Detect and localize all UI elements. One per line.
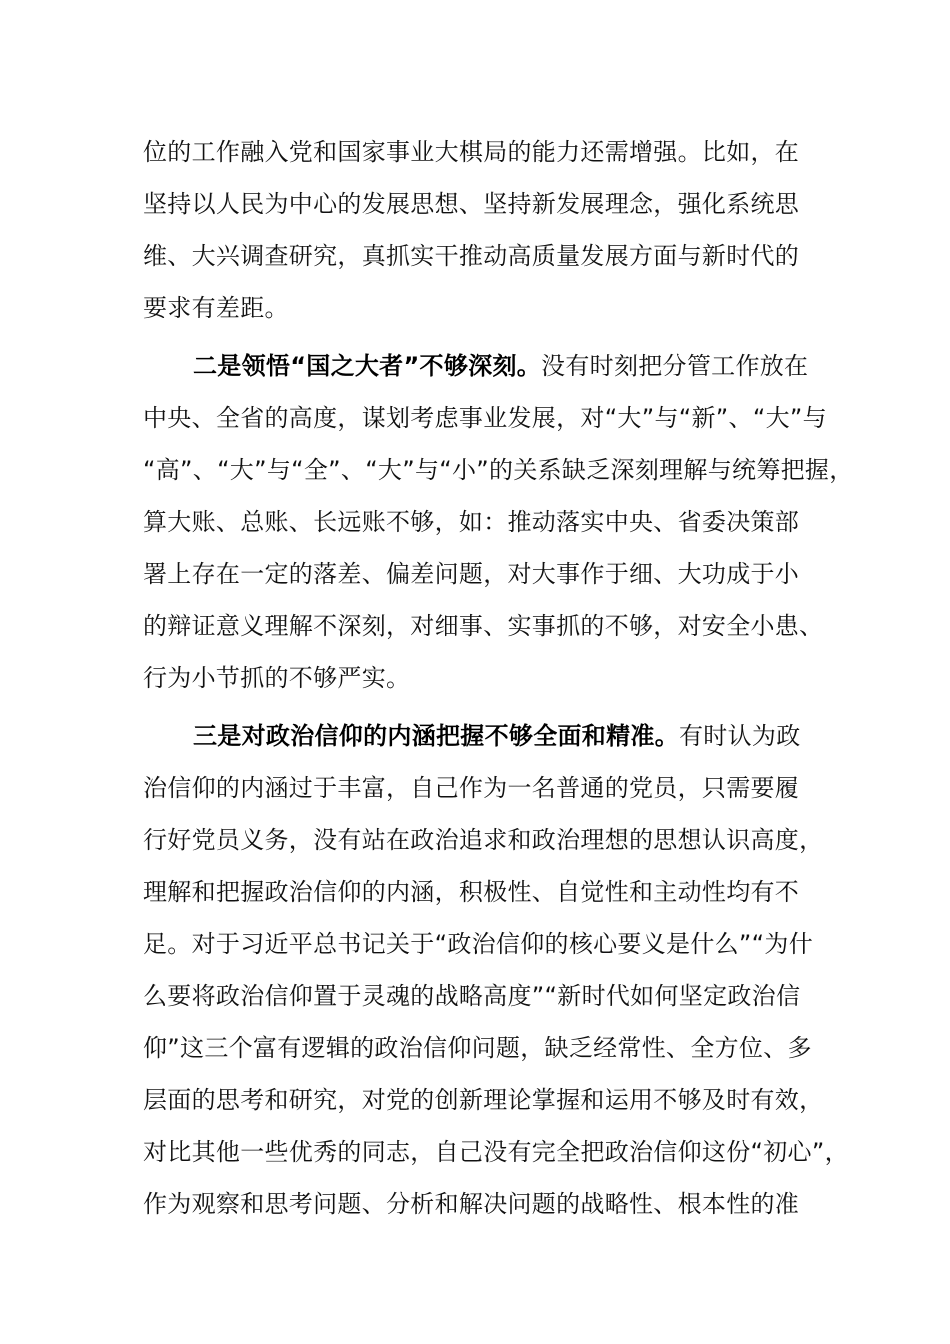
text-line: 对比其他一些优秀的同志，自己没有完全把政治信仰这份“初心”， xyxy=(143,1138,849,1166)
text-line xyxy=(143,340,833,392)
text-line: 坚持以人民为中心的发展思想、坚持新发展理念，强化系统思 xyxy=(143,190,800,218)
paragraph-3 xyxy=(143,710,849,1230)
text-line: 署上存在一定的落差、偏差问题，对大事作于细、大功成于小 xyxy=(143,560,800,588)
text-line: “高”、“大”与“全”、“大”与“小”的关系缺乏深刻理解与统筹把握， xyxy=(143,456,854,484)
text-line: 理解和把握政治信仰的内涵，积极性、自觉性和主动性均有不 xyxy=(143,878,800,906)
paragraph-2 xyxy=(143,340,854,704)
text-line: 算大账、总账、长远账不够，如：推动落实中央、省委决策部 xyxy=(143,508,800,536)
text-line: 治信仰的内涵过于丰富，自己作为一名普通的党员，只需要履 xyxy=(143,774,800,802)
text-line: 行好党员义务，没有站在政治追求和政治理想的思想认识高度， xyxy=(143,826,824,854)
text-line: 位的工作融入党和国家事业大棋局的能力还需增强。比如，在 xyxy=(143,138,800,166)
paragraph-heading: 三是对政治信仰的内涵把握不够全面和精准。 xyxy=(193,722,679,750)
text-line: 足。对于习近平总书记关于“政治信仰的核心要义是什么”“为什 xyxy=(143,930,813,958)
text-line: 中央、全省的高度，谋划考虑事业发展，对“大”与“新”、“大”与 xyxy=(143,404,827,432)
text-line: 的辩证意义理解不深刻，对细事、实事抓的不够，对安全小患、 xyxy=(143,612,824,640)
text-line: 维、大兴调查研究，真抓实干推动高质量发展方面与新时代的 xyxy=(143,242,800,270)
text-run: 没有时刻把分管工作放在 xyxy=(541,352,809,380)
text-line xyxy=(143,710,833,762)
text-line: 作为观察和思考问题、分析和解决问题的战略性、根本性的准 xyxy=(143,1190,800,1218)
text-line: 层面的思考和研究，对党的创新理论掌握和运用不够及时有效， xyxy=(143,1086,824,1114)
text-line: 仰”这三个富有逻辑的政治信仰问题，缺乏经常性、全方位、多 xyxy=(143,1034,812,1062)
text-run: 有时认为政 xyxy=(679,722,801,750)
paragraph-1 xyxy=(143,126,833,334)
text-line: 要求有差距。 xyxy=(143,294,289,322)
document-body xyxy=(143,126,854,1230)
paragraph-heading: 二是领悟“国之大者”不够深刻。 xyxy=(193,352,542,380)
text-line: 行为小节抓的不够严实。 xyxy=(143,664,411,692)
text-line: 么要将政治信仰置于灵魂的战略高度”“新时代如何坚定政治信 xyxy=(143,982,801,1010)
